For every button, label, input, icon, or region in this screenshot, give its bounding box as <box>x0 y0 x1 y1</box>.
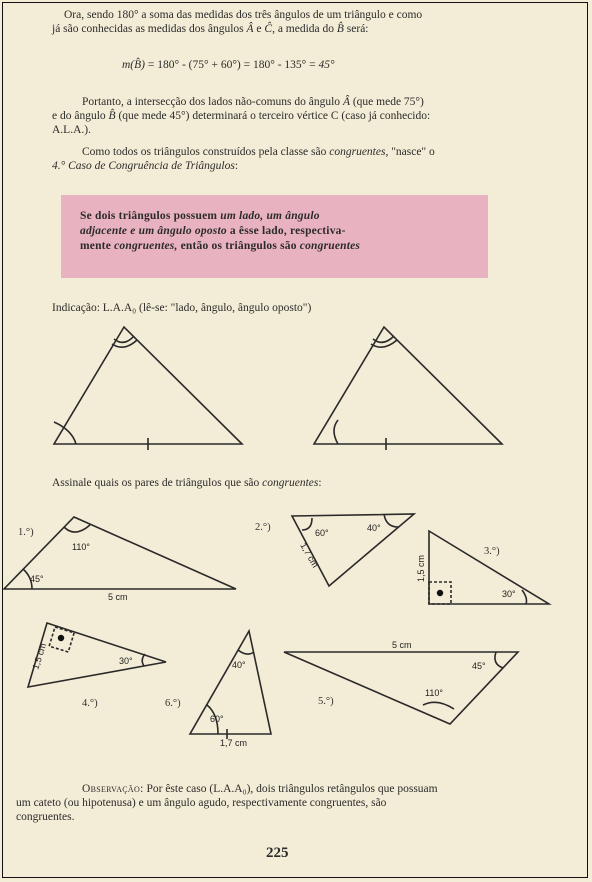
observacao-line-3 <box>16 810 74 824</box>
example-triangle-left <box>54 327 242 450</box>
observacao-line-1 <box>82 782 438 796</box>
emphasis: congruentes <box>262 477 319 489</box>
exercise-label-5: 5.°) <box>318 696 334 707</box>
text: já são conhecidas as medidas dos ângulos <box>52 23 247 35</box>
t5-side-label: 5 cm <box>392 640 412 650</box>
text: mente <box>80 240 115 252</box>
emphasis: um lado, um ângulo <box>220 210 320 222</box>
exercise-label-1: 1.°) <box>18 527 34 538</box>
angle-b-symbol: B̂ <box>108 110 116 122</box>
text: Por êste caso (L.A.A₀), dois triângulos retângulos que possuam <box>143 783 438 795</box>
t6-side-label: 1,7 cm <box>220 738 248 748</box>
angle-b-symbol: B̂ <box>336 23 344 35</box>
text: : <box>318 477 322 489</box>
right-angle-dot <box>58 635 64 641</box>
text: (que mede 45°) determinará o terceiro vértice C (caso já conhecido: <box>115 110 431 122</box>
t2-side-label: 1,7 cm <box>298 541 321 570</box>
text: , a medida do <box>272 23 337 35</box>
equation-rhs: = 180° - (75° + 60°) = 180° - 135° = <box>145 59 319 71</box>
t1-side-label: 5 cm <box>108 592 128 602</box>
t1-angle-top-label: 110° <box>72 542 90 552</box>
equation-lhs: m(B̂) <box>122 59 145 71</box>
exercise-label-6: 6.°) <box>165 698 181 709</box>
t5-angle-bottom-label: 110° <box>425 688 443 698</box>
text: (que mede 75°) <box>349 96 424 108</box>
example-triangle-right <box>314 327 502 450</box>
emphasis: congruentes, <box>329 146 389 158</box>
t4-side-label: 1,5 cm <box>30 641 49 671</box>
text: : <box>234 160 239 172</box>
t3-angle-label: 30° <box>502 589 516 599</box>
angle-a-symbol: Â <box>246 23 254 35</box>
angle-c-symbol: Ĉ <box>264 23 273 35</box>
text: um cateto (ou hipotenusa) e um ângulo agudo, respectivamente congruentes, são <box>16 797 387 809</box>
observacao-label: Observação: <box>82 783 144 795</box>
t3-side-label: 1,5 cm <box>416 554 426 582</box>
t2-angle-b-label: 40° <box>367 523 381 533</box>
right-angle-dot <box>437 590 443 596</box>
text: congruentes. <box>16 811 75 823</box>
text: e do ângulo <box>52 110 109 122</box>
equation-result: 45° <box>318 59 335 71</box>
t5-angle-right-label: 45° <box>472 661 486 671</box>
case-title: 4.° Caso de Congruência de Triângulos <box>52 160 235 172</box>
emphasis: congruentes, <box>114 240 178 252</box>
page-number: 225 <box>266 845 289 861</box>
exercise-label-4: 4.°) <box>82 698 98 709</box>
text: Ora, sendo 180° a soma das medidas dos três ângulos de um triângulo e como <box>64 9 423 21</box>
emphasis: adjacente e um ângulo oposto <box>80 225 227 237</box>
text: será: <box>343 23 369 35</box>
exercise-label-2: 2.°) <box>255 522 271 533</box>
emphasis: congruentes <box>299 240 361 252</box>
text: a êsse lado, respectiva- <box>226 225 346 237</box>
text: "nasce" o <box>388 146 435 158</box>
angle-a-symbol: Â <box>342 96 350 108</box>
indicacao-text: Indicação: L.A.A₀ (lê-se: "lado, ângulo, ângulo oposto") <box>52 302 312 314</box>
triangle-4 <box>28 623 166 687</box>
t2-angle-a-label: 60° <box>315 528 329 538</box>
triangle-3 <box>429 531 549 604</box>
t1-angle-left-label: 45° <box>30 574 44 584</box>
exercise-label-3: 3.°) <box>484 546 500 557</box>
text: A.L.A.). <box>52 124 91 136</box>
text: e <box>253 23 265 35</box>
t6-angle-top-label: 40° <box>232 660 246 670</box>
t4-angle-label: 30° <box>119 656 133 666</box>
text: então os triângulos são <box>177 240 300 252</box>
text: Como todos os triângulos construídos pela classe são <box>82 146 330 158</box>
text: Se dois triângulos possuem <box>80 210 221 222</box>
text: Assinale quais os pares de triângulos que são <box>52 477 263 489</box>
observacao-line-2 <box>16 796 386 810</box>
triangle-6 <box>190 631 271 739</box>
t6-angle-bottom-label: 60° <box>210 714 224 724</box>
text: Portanto, a intersecção dos lados não-comuns do ângulo <box>82 96 343 108</box>
